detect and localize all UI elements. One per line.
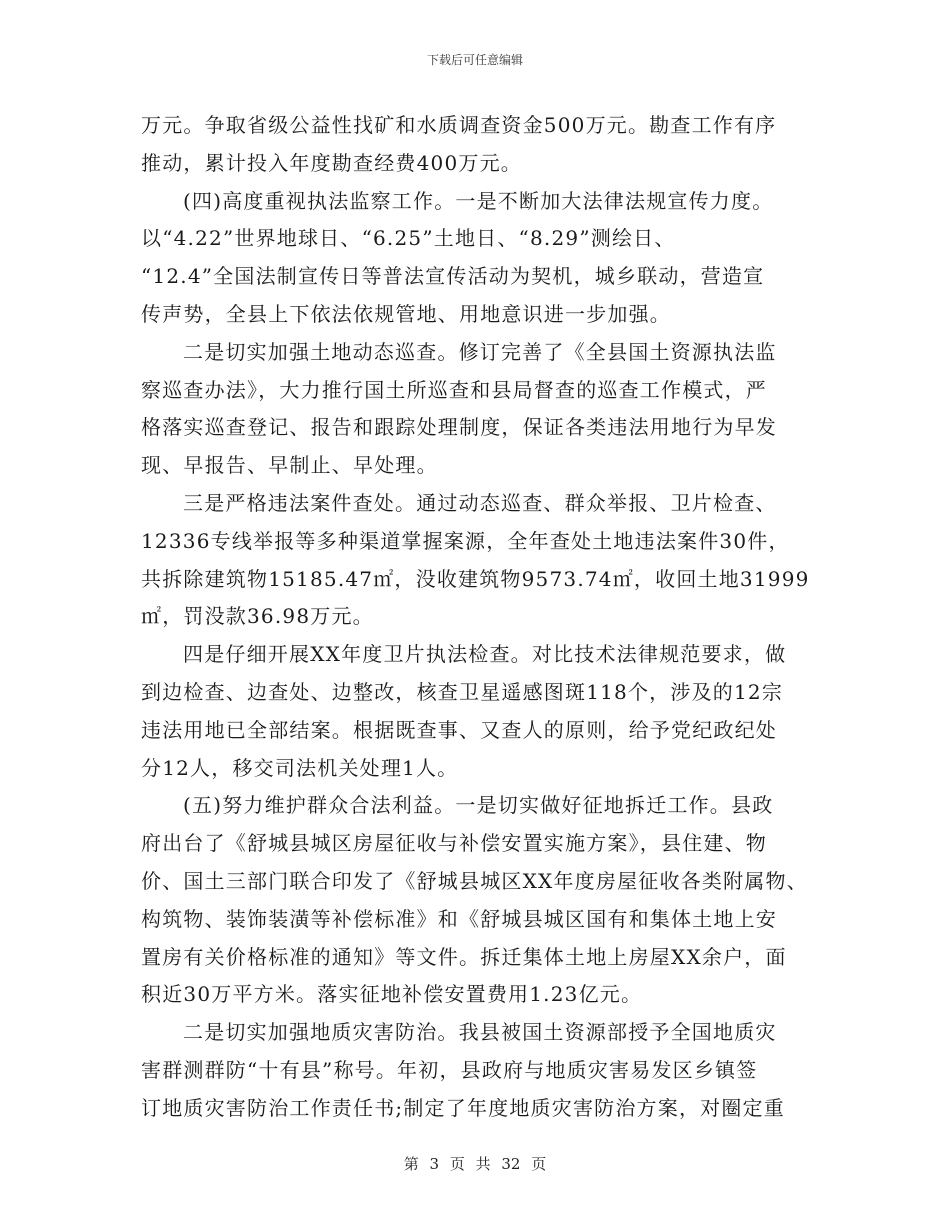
text-line: 万元。争取省级公益性找矿和水质调查资金500万元。勘查工作有序	[141, 113, 777, 137]
text-line: 12336专线举报等多种渠道掌握案源，全年查处土地违法案件30件，	[141, 528, 790, 553]
page-number: 第 3 页 共 32 页	[403, 1155, 547, 1173]
text-line: 格落实巡查登记、报告和跟踪处理制度，保证各类违法用地行为早发	[141, 415, 777, 440]
text-line: 订地质灾害防治工作责任书;制定了年度地质灾害防治方案，对圈定重	[141, 1095, 785, 1120]
text-line: 害群测群防“十有县”称号。年初，县政府与地质灾害易发区乡镇签	[141, 1057, 758, 1082]
text-line: 以“4.22”世界地球日、“6.25”土地日、“8.29”测绘日、	[141, 226, 676, 251]
text-line: 察巡查办法》，大力推行国土所巡查和县局督查的巡查工作模式，严	[141, 377, 767, 402]
text-line: 现、早报告、早制止、早处理。	[141, 453, 438, 478]
text-line: 分12人，移交司法机关处理1人。	[141, 755, 459, 780]
paragraph-start-line: 四是仔细开展XX年度卫片执法检查。对比技术法律规范要求，做	[183, 642, 787, 667]
text-line: 价、国土三部门联合印发了《舒城县城区XX年度房屋征收各类附属物、	[141, 868, 808, 893]
text-line: 构筑物、装饰装潢等补偿标准》和《舒城县城区国有和集体土地上安	[141, 906, 777, 931]
paragraph-start-line: (四)高度重视执法监察工作。一是不断加大法律法规宣传力度。	[183, 188, 774, 213]
text-line: 推动，累计投入年度勘查经费400万元。	[141, 150, 522, 175]
page-header-note: 下载后可任意编辑	[426, 53, 523, 67]
text-line: 共拆除建筑物15185.47㎡，没收建筑物9573.74㎡，收回土地31999	[141, 566, 810, 591]
text-line: ㎡，罚没款36.98万元。	[141, 604, 374, 629]
text-line: “12.4”全国法制宣传日等普法宣传活动为契机，城乡联动，营造宣	[141, 264, 765, 289]
paragraph-start-line: 三是严格违法案件查处。通过动态巡查、群众举报、卫片检查、	[183, 490, 777, 515]
document-body	[141, 107, 821, 1128]
text-line: 置房有关价格标准的通知》等文件。拆迁集体土地上房屋XX余户，面	[141, 944, 787, 969]
text-line: 积近30万平方米。落实征地补偿安置费用1.23亿元。	[141, 982, 643, 1007]
paragraph-start-line: (五)努力维护群众合法利益。一是切实做好征地拆迁工作。县政	[183, 793, 774, 818]
paragraph-start-line: 二是切实加强地质灾害防治。我县被国土资源部授予全国地质灾	[183, 1020, 777, 1045]
text-line: 传声势，全县上下依法依规管地、用地意识进一步加强。	[141, 301, 671, 326]
text-line: 到边检查、边查处、边整改，核查卫星遥感图斑118个，涉及的12宗	[141, 679, 784, 704]
text-line: 府出台了《舒城县城区房屋征收与补偿安置实施方案》，县住建、物	[141, 831, 767, 856]
text-line: 违法用地已全部结案。根据既查事、又查人的原则，给予党纪政纪处	[141, 717, 777, 742]
paragraph-start-line: 二是切实加强土地动态巡查。修订完善了《全县国土资源执法监	[183, 339, 777, 364]
